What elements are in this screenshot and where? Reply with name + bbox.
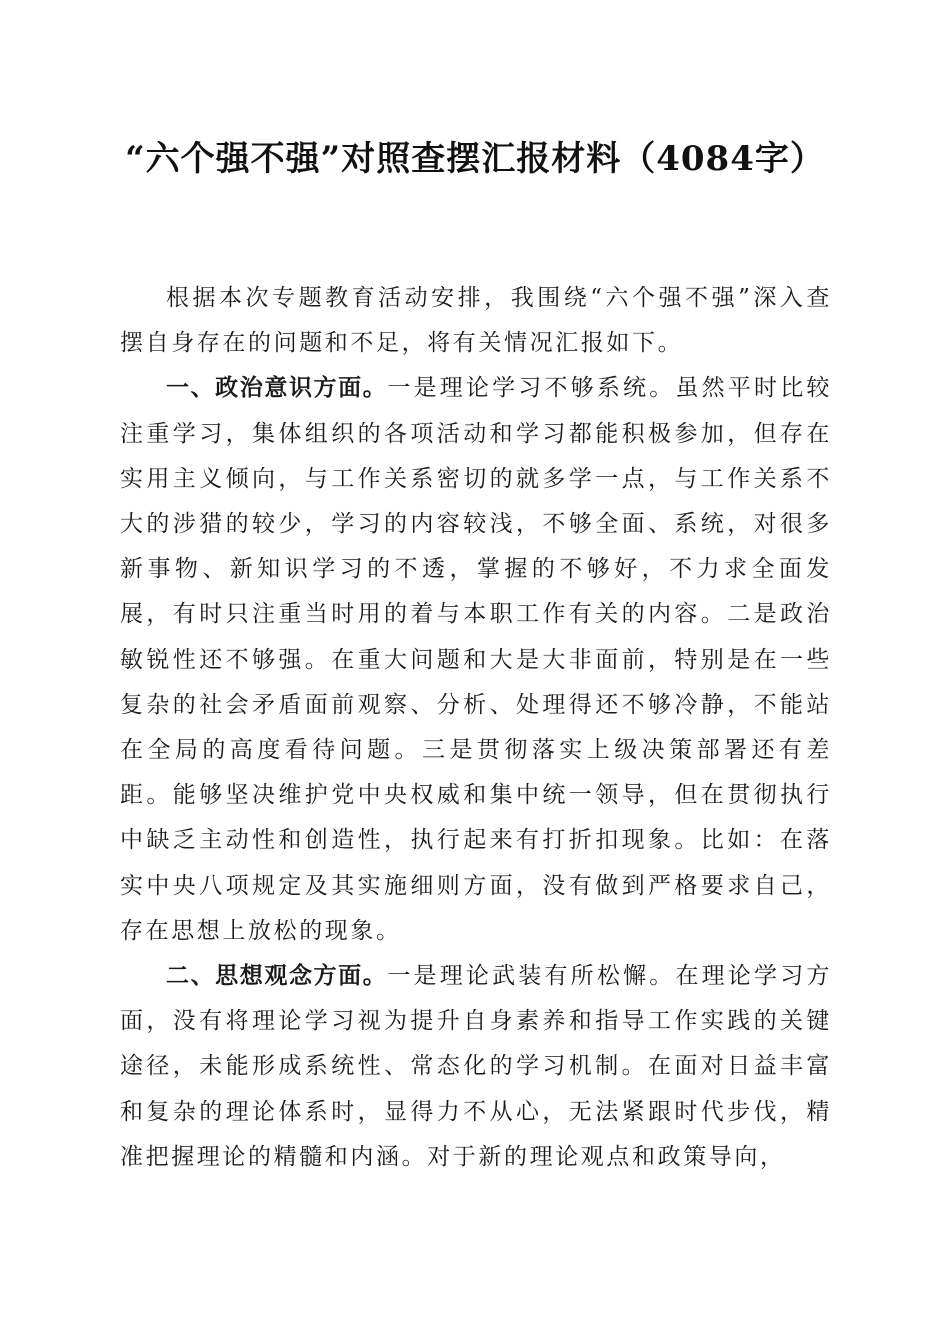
intro-paragraph: 根据本次专题教育活动安排，我围绕“六个强不强”深入查摆自身存在的问题和不足，将有关情况汇报如下。 [120, 285, 832, 357]
section-paragraph-political [120, 366, 832, 954]
section-paragraph-ideology [120, 954, 832, 1180]
section-heading-political: 一、政治意识方面。 [166, 375, 388, 402]
document-body [120, 276, 832, 1180]
section-heading-ideology: 二、思想观念方面。 [166, 963, 388, 990]
section-text-political: 一是理论学习不够系统。虽然平时比较注重学习，集体组织的各项活动和学习都能积极参加，但存在实用主义倾向，与工作关系密切的就多学一点，与工作关系不大的涉猎的较少，学习的内容较浅，不够全面、系统，对很多新事物、新知识学习的不透，掌握的不够好，不力求全面发展，有时只注重当时用的着与本职工作有关的内容。二是政治敏锐性还不够强。在重大问题和大是大非面前，特别是在一些复杂的社会矛盾面前观察、分析、处理得还不够冷静，不能站在全局的高度看待问题。三是贯彻落实上级决策部署还有差距。能够坚决维护党中央权威和集中统一领导，但在贯彻执行中缺乏主动性和创造性，执行起来有打折扣现象。比如：在落实中央八项规定及其实施细则方面，没有做到严格要求自己，存在思想上放松的现象。 [120, 375, 832, 944]
document-title: “六个强不强”对照查摆汇报材料（4084字） [125, 139, 825, 179]
section-text-ideology: 一是理论武装有所松懈。在理论学习方面，没有将理论学习视为提升自身素养和指导工作实践的关键途径，未能形成系统性、常态化的学习机制。在面对日益丰富和复杂的理论体系时，显得力不从心，无法紧跟时代步伐，精准把握理论的精髓和内涵。对于新的理论观点和政策导向， [120, 963, 832, 1170]
